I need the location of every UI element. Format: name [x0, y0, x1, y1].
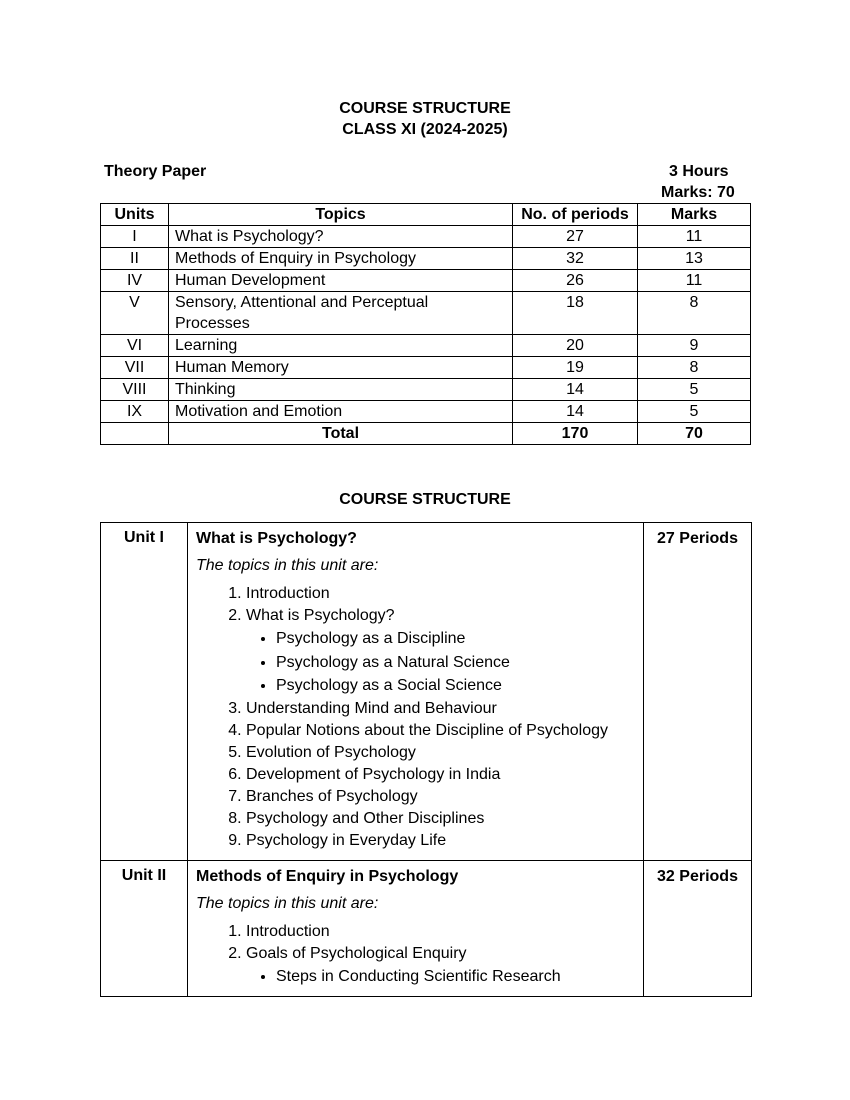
unit-number: IX [101, 401, 169, 423]
marks-value: 8 [638, 357, 751, 379]
periods-value: 27 [513, 226, 638, 248]
table-row [101, 379, 751, 401]
topic-name: Thinking [169, 379, 513, 401]
list-item: 5. Evolution of Psychology [246, 742, 635, 764]
list-item: • Psychology as a Natural Science [276, 651, 635, 675]
table-row [101, 270, 751, 292]
marks-value: 5 [638, 379, 751, 401]
list-item: • Psychology as a Social Science [276, 674, 635, 698]
topic-name: Human Memory [169, 357, 513, 379]
unit-label: Unit I [101, 523, 188, 861]
topic-name: Methods of Enquiry in Psychology [169, 248, 513, 270]
topic-name: What is Psychology? [169, 226, 513, 248]
list-item: 8. Psychology and Other Disciplines [246, 808, 635, 830]
marks-value: 5 [638, 401, 751, 423]
marks-value: 9 [638, 335, 751, 357]
unit-title: Methods of Enquiry in Psychology [196, 867, 459, 885]
list-item-text: What is Psychology? [246, 607, 395, 624]
list-item: 6. Development of Psychology in India [246, 764, 635, 786]
unit-row [101, 860, 752, 997]
class-title: CLASS XI (2024-2025) [342, 121, 508, 138]
topic-list [196, 583, 635, 852]
list-item: 4. Popular Notions about the Discipline of Psychology [246, 720, 635, 742]
table-row [101, 226, 751, 248]
header-periods: No. of periods [513, 204, 638, 226]
topic-name: Sensory, Attentional and Perceptual Processes [169, 292, 513, 335]
total-periods: 170 [513, 423, 638, 445]
marks-value: 11 [638, 226, 751, 248]
unit-periods: 32 Periods [644, 860, 752, 997]
list-item: 9. Psychology in Everyday Life [246, 830, 635, 852]
table-row [101, 248, 751, 270]
subtopic-list [246, 965, 635, 989]
list-item: 1. Introduction [246, 583, 635, 605]
topic-name: Learning [169, 335, 513, 357]
header-topics: Topics [169, 204, 513, 226]
marks-label: Marks: 70 [661, 184, 735, 201]
topic-list [196, 921, 635, 989]
header-marks: Marks [638, 204, 751, 226]
total-label: Total [169, 423, 513, 445]
list-item: 1. Introduction [246, 921, 635, 943]
periods-value: 32 [513, 248, 638, 270]
hours-label: 3 Hours [669, 163, 729, 180]
total-row [101, 423, 751, 445]
theory-paper-label: Theory Paper [104, 163, 207, 180]
unit-number: II [101, 248, 169, 270]
list-item: • Steps in Conducting Scientific Research [276, 965, 635, 989]
total-marks: 70 [638, 423, 751, 445]
header-units: Units [101, 204, 169, 226]
unit-number: VI [101, 335, 169, 357]
periods-value: 26 [513, 270, 638, 292]
list-item: 7. Branches of Psychology [246, 786, 635, 808]
document-title: COURSE STRUCTURE [339, 100, 511, 117]
marks-value: 11 [638, 270, 751, 292]
unit-number: I [101, 226, 169, 248]
unit-number: V [101, 292, 169, 335]
topic-name: Human Development [169, 270, 513, 292]
periods-value: 14 [513, 379, 638, 401]
subtopic-list [246, 627, 635, 698]
unit-content [188, 523, 644, 861]
marks-value: 8 [638, 292, 751, 335]
marks-value: 13 [638, 248, 751, 270]
unit-periods: 27 Periods [644, 523, 752, 861]
periods-value: 20 [513, 335, 638, 357]
table-row [101, 335, 751, 357]
list-item-text: Goals of Psychological Enquiry [246, 944, 467, 962]
list-item [246, 943, 635, 989]
unit-row [101, 523, 752, 861]
table-row [101, 357, 751, 379]
unit-intro: The topics in this unit are: [196, 894, 379, 912]
topic-name: Motivation and Emotion [169, 401, 513, 423]
unit-intro: The topics in this unit are: [196, 557, 379, 574]
total-empty-cell [101, 423, 169, 445]
unit-title: What is Psychology? [196, 530, 357, 547]
detail-table [100, 522, 752, 997]
list-item [246, 605, 635, 698]
list-item: • Psychology as a Discipline [276, 627, 635, 651]
unit-number: VII [101, 357, 169, 379]
section-title: COURSE STRUCTURE [339, 491, 511, 508]
periods-value: 18 [513, 292, 638, 335]
unit-label: Unit II [101, 860, 188, 997]
unit-content [188, 860, 644, 997]
unit-number: IV [101, 270, 169, 292]
summary-header-row [101, 204, 751, 226]
periods-value: 14 [513, 401, 638, 423]
unit-number: VIII [101, 379, 169, 401]
periods-value: 19 [513, 357, 638, 379]
summary-table [100, 203, 751, 445]
table-row [101, 292, 751, 335]
list-item: 3. Understanding Mind and Behaviour [246, 698, 635, 720]
table-row [101, 401, 751, 423]
